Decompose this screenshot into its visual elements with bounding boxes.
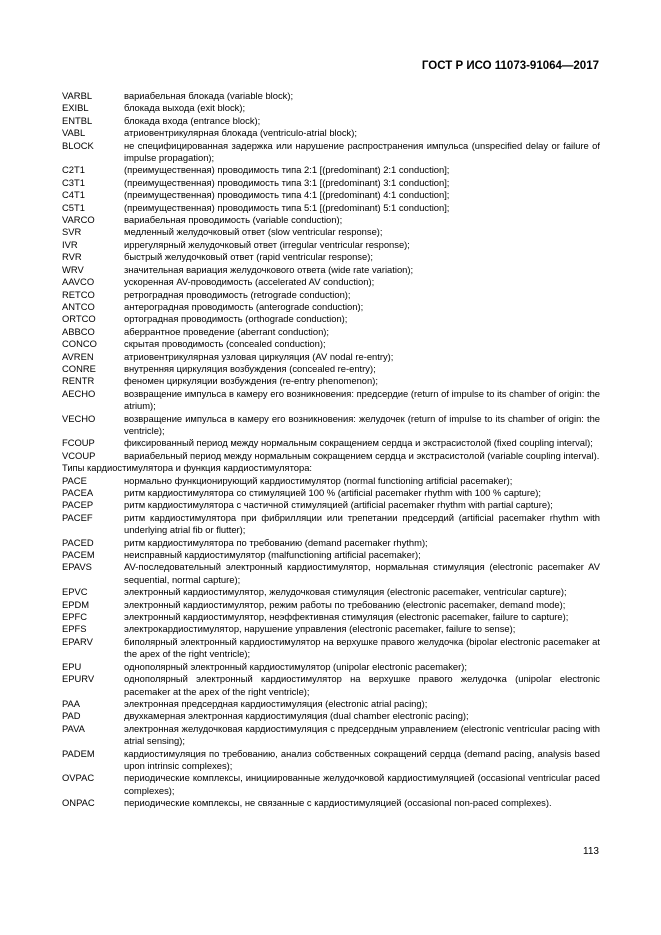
definition-row xyxy=(62,437,600,449)
abbreviation: CONCO xyxy=(62,338,97,350)
abbreviation: PACEP xyxy=(62,499,94,511)
definition-row xyxy=(62,586,600,598)
definition-text: биполярный электронный кардиостимулятор на верхушке правого желудочка (bipolar electronic pacemaker at the apex of the right ventricle); xyxy=(124,635,600,660)
definition-text: атриовентрикулярная узловая циркуляция (AV nodal re-entry); xyxy=(124,350,394,362)
abbreviation: EPAVS xyxy=(62,561,92,573)
abbreviation: PADEM xyxy=(62,747,95,759)
definition-row xyxy=(62,748,600,773)
definition-row xyxy=(62,202,600,214)
abbreviation: RVR xyxy=(62,251,82,263)
definition-row xyxy=(62,487,600,499)
definition-text: электрокардиостимулятор, нарушение управления (electronic pacemaker, failure to sense); xyxy=(124,623,516,635)
definition-row xyxy=(62,140,600,165)
definition-text: антероградная проводимость (anterograde conduction); xyxy=(124,300,364,312)
definition-text: (преимущественная) проводимость типа 5:1 [(predominant) 5:1 conduction]; xyxy=(124,201,450,213)
definition-row xyxy=(62,561,600,586)
definition-text: вариабельный период между нормальным сокращением сердца и экстрасистолой (variable coupling interval). xyxy=(124,449,600,461)
abbreviation: PACEF xyxy=(62,511,93,523)
definition-row xyxy=(62,264,600,276)
definition-row xyxy=(62,127,600,139)
definition-row xyxy=(62,351,600,363)
abbreviation: PACED xyxy=(62,536,94,548)
definition-text: нормально функционирующий кардиостимулятор (normal functioning artificial pacemaker); xyxy=(124,474,513,486)
definition-text: периодические комплексы, не связанные с кардиостимуляцией (occasional non-paced complexes). xyxy=(124,797,552,809)
definition-text: иррегулярный желудочковый ответ (irregular ventricular response); xyxy=(124,238,410,250)
abbreviation: ONPAC xyxy=(62,797,95,809)
abbreviation: AVREN xyxy=(62,350,94,362)
definition-row xyxy=(62,450,600,462)
abbreviation: PAA xyxy=(62,697,81,709)
definition-text: быстрый желудочковый ответ (rapid ventricular response); xyxy=(124,251,373,263)
definition-text: однополярный электронный кардиостимулятор на верхушке правого желудочка (unipolar electronic pacemaker at the apex of the right ventricle); xyxy=(124,673,600,697)
definition-text: электронный кардиостимулятор, желудочковая стимуляция (electronic pacemaker, ventricular capture); xyxy=(124,586,567,598)
abbreviation: SVR xyxy=(62,226,82,238)
abbreviation: EPDM xyxy=(62,598,90,610)
definition-text: медленный желудочковый ответ (slow ventricular response); xyxy=(124,226,383,238)
abbreviation: PACE xyxy=(62,474,87,486)
abbreviation: FCOUP xyxy=(62,437,95,449)
definition-text: однополярный электронный кардиостимулятор (unipolar electronic pacemaker); xyxy=(124,660,467,672)
abbreviation-list-conduction xyxy=(62,90,600,462)
definition-row xyxy=(62,177,600,189)
abbreviation-list-pacemaker xyxy=(62,475,600,810)
definition-row xyxy=(62,239,600,251)
definition-row xyxy=(62,797,600,809)
abbreviation: EPFC xyxy=(62,611,88,623)
definition-text: возвращение импульса в камеру его возникновения: желудочек (return of impulse to its chamber of origin: the ventricle); xyxy=(124,412,600,436)
abbreviation: C2T1 xyxy=(62,164,85,176)
abbreviation: EPU xyxy=(62,660,82,672)
abbreviation: ANTCO xyxy=(62,300,95,312)
abbreviation: VARBL xyxy=(62,90,93,101)
abbreviation: EXIBL xyxy=(62,102,89,114)
abbreviation: EPURV xyxy=(62,673,95,685)
definition-text: ортоградная проводимость (orthograde conduction); xyxy=(124,313,348,325)
definition-text: внутренняя циркуляция возбуждения (concealed re-entry); xyxy=(124,362,376,374)
definition-text: (преимущественная) проводимость типа 3:1 [(predominant) 3:1 conduction]; xyxy=(124,176,450,188)
definition-text: электронная желудочковая кардиостимуляция с предсердным управлением (electronic ventricular pacing with atrial sensing); xyxy=(124,722,600,747)
abbreviation: VCOUP xyxy=(62,449,96,461)
abbreviation: CONRE xyxy=(62,362,96,374)
abbreviation: AAVCO xyxy=(62,276,95,288)
definition-row xyxy=(62,164,600,176)
definition-row xyxy=(62,499,600,511)
definition-row xyxy=(62,599,600,611)
abbreviation: AECHO xyxy=(62,387,96,399)
definition-text: фиксированный период между нормальным сокращением сердца и экстрасистолой (fixed coupling interval); xyxy=(124,437,593,449)
definition-row xyxy=(62,251,600,263)
definition-row xyxy=(62,413,600,438)
definition-row xyxy=(62,90,600,102)
definition-row xyxy=(62,115,600,127)
abbreviation: PACEM xyxy=(62,549,95,561)
abbreviation: WRV xyxy=(62,263,84,275)
abbreviation: ORTCO xyxy=(62,313,96,325)
definition-row xyxy=(62,512,600,537)
definition-text: не специфицированная задержка или нарушение распространения импульса (unspecified delay or failure of impulse propagation); xyxy=(124,139,600,164)
abbreviation: OVPAC xyxy=(62,772,95,784)
definition-row xyxy=(62,301,600,313)
abbreviation: C3T1 xyxy=(62,176,85,188)
definition-row xyxy=(62,698,600,710)
page-number: 113 xyxy=(583,846,599,857)
definition-row xyxy=(62,363,600,375)
definition-text: скрытая проводимость (concealed conduction); xyxy=(124,338,326,350)
definition-row xyxy=(62,549,600,561)
definition-text: электронный кардиостимулятор, режим работы по требованию (electronic pacemaker, demand mode); xyxy=(124,598,566,610)
definition-text: неисправный кардиостимулятор (malfunctioning artificial pacemaker); xyxy=(124,549,421,561)
definition-row xyxy=(62,673,600,698)
definition-row xyxy=(62,375,600,387)
definition-text: двухкамерная электронная кардиостимуляция (dual chamber electronic pacing); xyxy=(124,710,469,722)
document-body xyxy=(62,90,600,810)
definition-text: аберрантное проведение (aberrant conduction); xyxy=(124,325,330,337)
abbreviation: IVR xyxy=(62,238,78,250)
definition-row xyxy=(62,313,600,325)
abbreviation: VECHO xyxy=(62,412,96,424)
definition-text: блокада входа (entrance block); xyxy=(124,114,261,126)
definition-text: AV-последовательный электронный кардиостимулятор, нормальная стимуляция (electronic pacemaker AV sequential, normal capture); xyxy=(124,561,600,585)
definition-text: электронный кардиостимулятор, неэффективная стимуляция (electronic pacemaker, failure to capture); xyxy=(124,611,569,623)
abbreviation: C5T1 xyxy=(62,201,85,213)
definition-row xyxy=(62,475,600,487)
definition-text: ритм кардиостимулятора с частичной стимуляцией (artificial pacemaker rhythm with partial capture); xyxy=(124,499,553,511)
definition-text: феномен циркуляции возбуждения (re-entry phenomenon); xyxy=(124,375,378,387)
definition-row xyxy=(62,276,600,288)
abbreviation: PACEA xyxy=(62,487,94,498)
definition-text: вариабельная проводимость (variable conduction); xyxy=(124,214,343,226)
abbreviation: ENTBL xyxy=(62,114,93,126)
definition-row xyxy=(62,710,600,722)
abbreviation: VARCO xyxy=(62,214,95,226)
definition-text: атриовентрикулярная блокада (ventriculo-atrial block); xyxy=(124,127,357,139)
definition-text: электронная предсердная кардиостимуляция (electronic atrial pacing); xyxy=(124,697,428,709)
abbreviation: EPARV xyxy=(62,635,93,647)
definition-text: ретроградная проводимость (retrograde conduction); xyxy=(124,288,351,300)
definition-text: возвращение импульса в камеру его возникновения: предсердие (return of impulse to its chamber of origin: the atrium); xyxy=(124,387,600,412)
definition-row xyxy=(62,214,600,226)
definition-row xyxy=(62,226,600,238)
definition-text: периодические комплексы, инициированные желудочковой кардиостимуляцией (occasional ventricular paced complexes); xyxy=(124,772,600,796)
abbreviation: ABBCO xyxy=(62,325,95,337)
abbreviation: C4T1 xyxy=(62,189,85,201)
definition-row xyxy=(62,326,600,338)
definition-text: значительная вариация желудочкового ответа (wide rate variation); xyxy=(124,263,414,275)
document-header: ГОСТ Р ИСО 11073-91064—2017 xyxy=(421,60,599,72)
definition-text: (преимущественная) проводимость типа 4:1 [(predominant) 4:1 conduction]; xyxy=(124,189,450,201)
definition-row xyxy=(62,102,600,114)
definition-text: блокада выхода (exit block); xyxy=(124,102,246,114)
definition-text: ритм кардиостимулятора со стимуляцией 100 % (artificial pacemaker rhythm with 100 % capture); xyxy=(124,487,541,498)
definition-row xyxy=(62,661,600,673)
abbreviation: RENTR xyxy=(62,375,95,387)
definition-text: вариабельная блокада (variable block); xyxy=(124,90,294,101)
abbreviation: PAD xyxy=(62,710,81,722)
abbreviation: PAVA xyxy=(62,722,85,734)
definition-text: ритм кардиостимулятора при фибрилляции или трепетании предсердий (artificial pacemaker rhythm with underlying atrial fib or flutter); xyxy=(124,511,600,536)
definition-row xyxy=(62,388,600,413)
definition-row xyxy=(62,289,600,301)
definition-row xyxy=(62,611,600,623)
abbreviation: RETCO xyxy=(62,288,95,300)
definition-text: (преимущественная) проводимость типа 2:1 [(predominant) 2:1 conduction]; xyxy=(124,164,450,176)
definition-text: ритм кардиостимулятора по требованию (demand pacemaker rhythm); xyxy=(124,536,428,548)
definition-text: ускоренная AV-проводимость (accelerated AV conduction); xyxy=(124,276,375,288)
definition-row xyxy=(62,537,600,549)
definition-row xyxy=(62,623,600,635)
definition-text: кардиостимуляция по требованию, анализ собственных сокращений сердца (demand pacing, analysis based upon intrinsic complexes); xyxy=(124,747,600,771)
definition-row xyxy=(62,723,600,748)
abbreviation: VABL xyxy=(62,127,86,139)
definition-row xyxy=(62,636,600,661)
abbreviation: EPFS xyxy=(62,623,87,635)
abbreviation: BLOCK xyxy=(62,139,94,151)
definition-row xyxy=(62,189,600,201)
definition-row xyxy=(62,338,600,350)
section-heading: Типы кардиостимулятора и функция кардиостимулятора: xyxy=(62,462,313,474)
abbreviation: EPVC xyxy=(62,586,88,598)
definition-row xyxy=(62,772,600,797)
